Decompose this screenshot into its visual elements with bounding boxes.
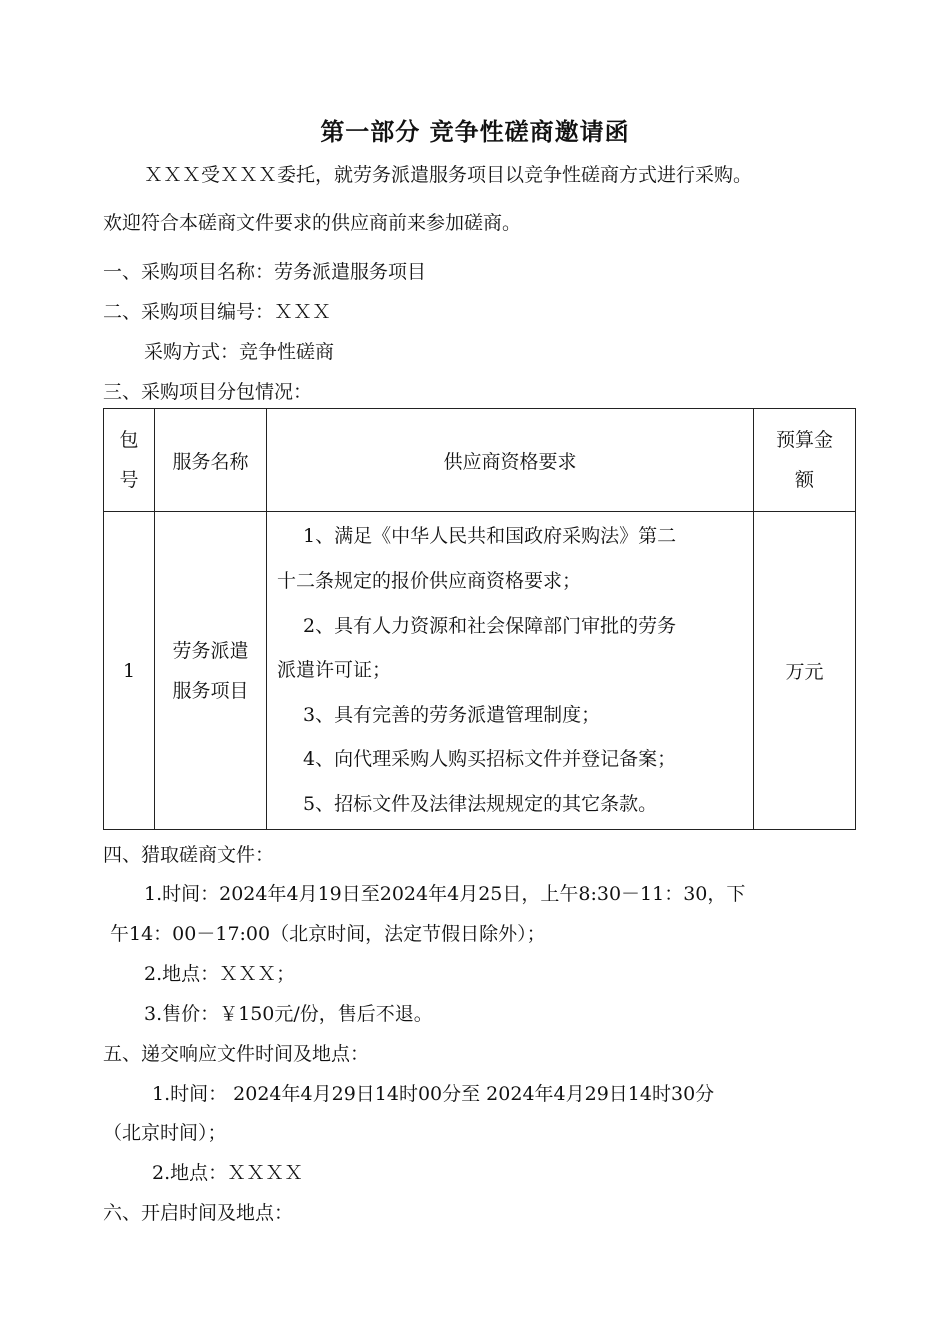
obtain-time-line-1: 1.时间：2024年4月19日至2024年4月25日，上午8:30－11：30，下 — [144, 883, 746, 905]
section-opening-time-place: 六、开启时间及地点： — [103, 1202, 294, 1224]
table-row — [104, 512, 856, 830]
submit-place: 2.地点：ＸＸＸＸ — [152, 1162, 304, 1184]
section-package-info: 三、采购项目分包情况： — [103, 381, 313, 403]
intro-line-1: ＸＸＸ受ＸＸＸ委托，就劳务派遣服务项目以竞争性磋商方式进行采购。 — [144, 164, 753, 186]
header-budget-line-1: 预算金 — [775, 429, 833, 451]
header-package-number — [104, 409, 155, 512]
table-header-row — [104, 409, 856, 512]
section-submit-response: 五、递交响应文件时间及地点： — [103, 1043, 370, 1065]
service-name-line-2: 服务项目 — [172, 679, 249, 702]
requirement-line: 3、具有完善的劳务派遣管理制度； — [303, 703, 601, 726]
header-package-line-2: 号 — [119, 469, 139, 491]
submit-time-line-1: 1.时间： 2024年4月29日14时00分至 2024年4月29日14时30分 — [152, 1083, 715, 1105]
cell-requirements — [267, 512, 754, 830]
intro-line-2: 欢迎符合本磋商文件要求的供应商前来参加磋商。 — [103, 212, 522, 234]
requirement-line: 4、向代理采购人购买招标文件并登记备案； — [303, 748, 677, 771]
header-service-name: 服务名称 — [155, 409, 267, 512]
obtain-price: 3.售价：￥150元/份，售后不退。 — [144, 1003, 433, 1025]
package-table — [103, 408, 856, 830]
cell-budget: 万元 — [754, 512, 856, 830]
cell-service-name — [155, 512, 267, 830]
header-package-line-1: 包 — [119, 429, 139, 451]
requirement-line: 1、满足《中华人民共和国政府采购法》第二 — [303, 525, 677, 548]
section-project-name: 一、采购项目名称：劳务派遣服务项目 — [103, 261, 427, 283]
submit-time-line-2: （北京时间）； — [103, 1122, 227, 1144]
obtain-place: 2.地点：ＸＸＸ； — [144, 963, 296, 985]
header-requirements: 供应商资格要求 — [267, 409, 754, 512]
requirement-line: 5、招标文件及法律法规规定的其它条款。 — [303, 792, 658, 815]
cell-package-number: 1 — [104, 512, 155, 830]
page-title: 第一部分 竞争性磋商邀请函 — [320, 118, 630, 146]
requirement-line: 派遣许可证； — [277, 659, 392, 682]
requirement-line: 2、具有人力资源和社会保障部门审批的劳务 — [303, 614, 677, 637]
service-name-line-1: 劳务派遣 — [172, 639, 249, 662]
section-project-number: 二、采购项目编号：ＸＸＸ — [103, 301, 332, 323]
obtain-time-line-2: 午14：00－17:00（北京时间，法定节假日除外）； — [110, 923, 546, 945]
procurement-method: 采购方式：竞争性磋商 — [144, 341, 335, 363]
section-obtain-documents: 四、猎取磋商文件： — [103, 844, 275, 866]
header-budget — [754, 409, 856, 512]
requirement-line: 十二条规定的报价供应商资格要求； — [277, 570, 582, 593]
header-budget-line-2: 额 — [794, 469, 814, 491]
